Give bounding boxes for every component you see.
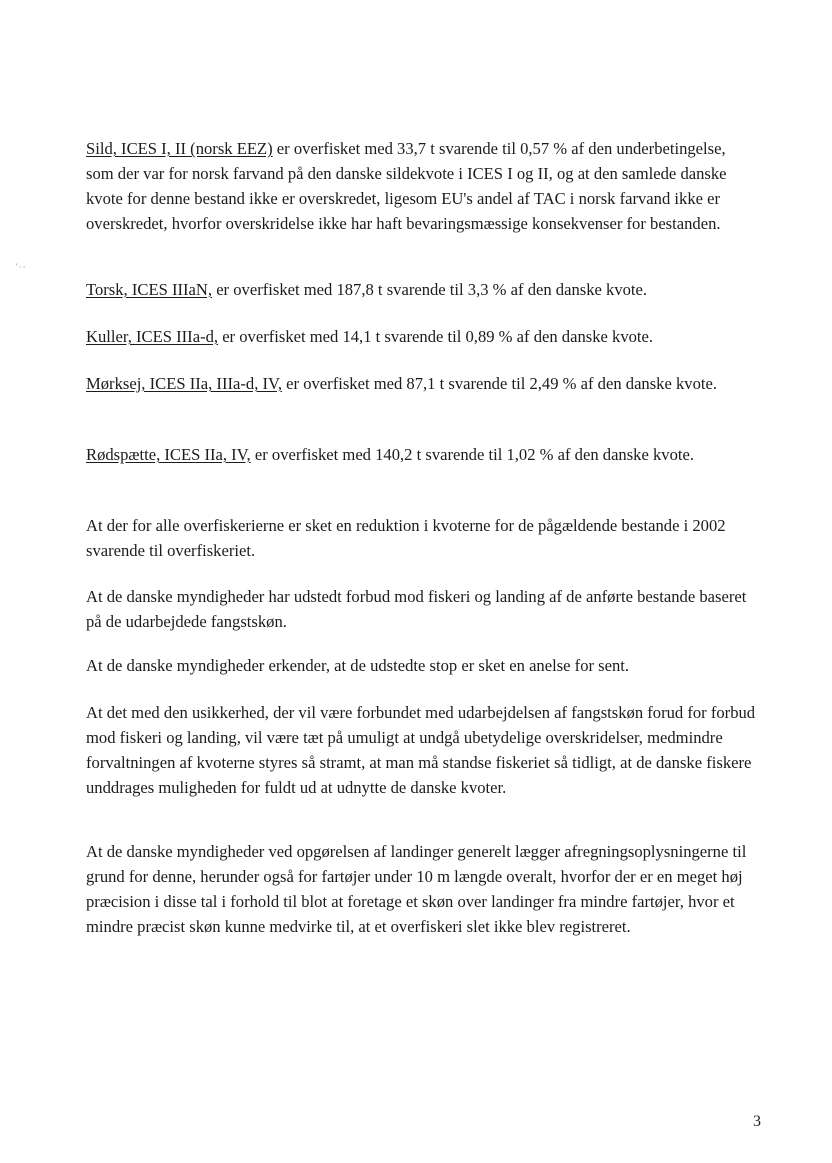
species-heading-sild: Sild, ICES I, II (norsk EEZ) [86, 139, 273, 158]
paragraph-text: er overfisket med 14,1 t svarende til 0,89 % af den danske kvote. [218, 327, 654, 346]
paragraph-morksej [86, 371, 756, 396]
paragraph-sild [86, 136, 756, 236]
species-heading-rodspaette: Rødspætte, ICES IIa, IV, [86, 445, 251, 464]
paragraph-rodspaette [86, 442, 756, 467]
paragraph-usikkerhed: At det med den usikkerhed, der vil være forbundet med udarbejdelsen af fangstskøn forud for forbud mod fiskeri og landing, vil være tæt på umuligt at undgå ubetydelige overskridelser, medmindre forvaltningen af kvoterne styres så stramt, at man må standse fiskeriet så tidligt, at de danske fiskere unddrages muligheden for fuldt ud at udnytte de danske kvoter. [86, 703, 756, 797]
scan-speck: '·· [16, 262, 27, 272]
species-heading-torsk: Torsk, ICES IIIaN, [86, 280, 213, 299]
paragraph-erkender: At de danske myndigheder erkender, at de udstedte stop er sket en anelse for sent. [86, 656, 630, 675]
paragraph-kuller [86, 324, 756, 349]
species-heading-morksej: Mørksej, ICES IIa, IIIa-d, IV, [86, 374, 283, 393]
paragraph-forbud: At de danske myndigheder har udstedt forbud mod fiskeri og landing af de anførte bestande baseret på de udarbejdede fangstskøn. [86, 587, 747, 631]
paragraph-landinger: At de danske myndigheder ved opgørelsen af landinger generelt lægger afregningsoplysningerne til grund for denne, herunder også for fartøjer under 10 m længde overalt, hvorfor der er en meget høj præcision i disse tal i forhold til blot at foretage et skøn over landinger fra mindre fartøjer, hvor et mindre præcist skøn kunne medvirke til, at et overfiskeri slet ikke blev registreret. [86, 842, 747, 936]
paragraph-text: er overfisket med 87,1 t svarende til 2,49 % af den danske kvote. [282, 374, 718, 393]
page-number: 3 [753, 1113, 761, 1130]
paragraph-text: er overfisket med 140,2 t svarende til 1,02 % af den danske kvote. [250, 445, 695, 464]
paragraph-text: er overfisket med 33,7 t svarende til 0,57 % af den underbetingelse, som der var for norsk farvand på den danske sildekvote i ICES I og II, og at den samlede danske kvote for denne bestand ikke er overskredet, ligesom EU's andel af TAC i norsk farvand ikke er overskredet, hvorfor overskridelse ikke har haft bevaringsmæssige konsekvenser for bestanden. [86, 139, 727, 233]
paragraph-reduktion: At der for alle overfiskerierne er sket en reduktion i kvoterne for de pågældende bestande i 2002 svarende til overfiskeriet. [86, 516, 726, 560]
paragraph-torsk [86, 277, 756, 302]
paragraph-text: er overfisket med 187,8 t svarende til 3,3 % af den danske kvote. [212, 280, 648, 299]
species-heading-kuller: Kuller, ICES IIIa-d, [86, 327, 219, 346]
